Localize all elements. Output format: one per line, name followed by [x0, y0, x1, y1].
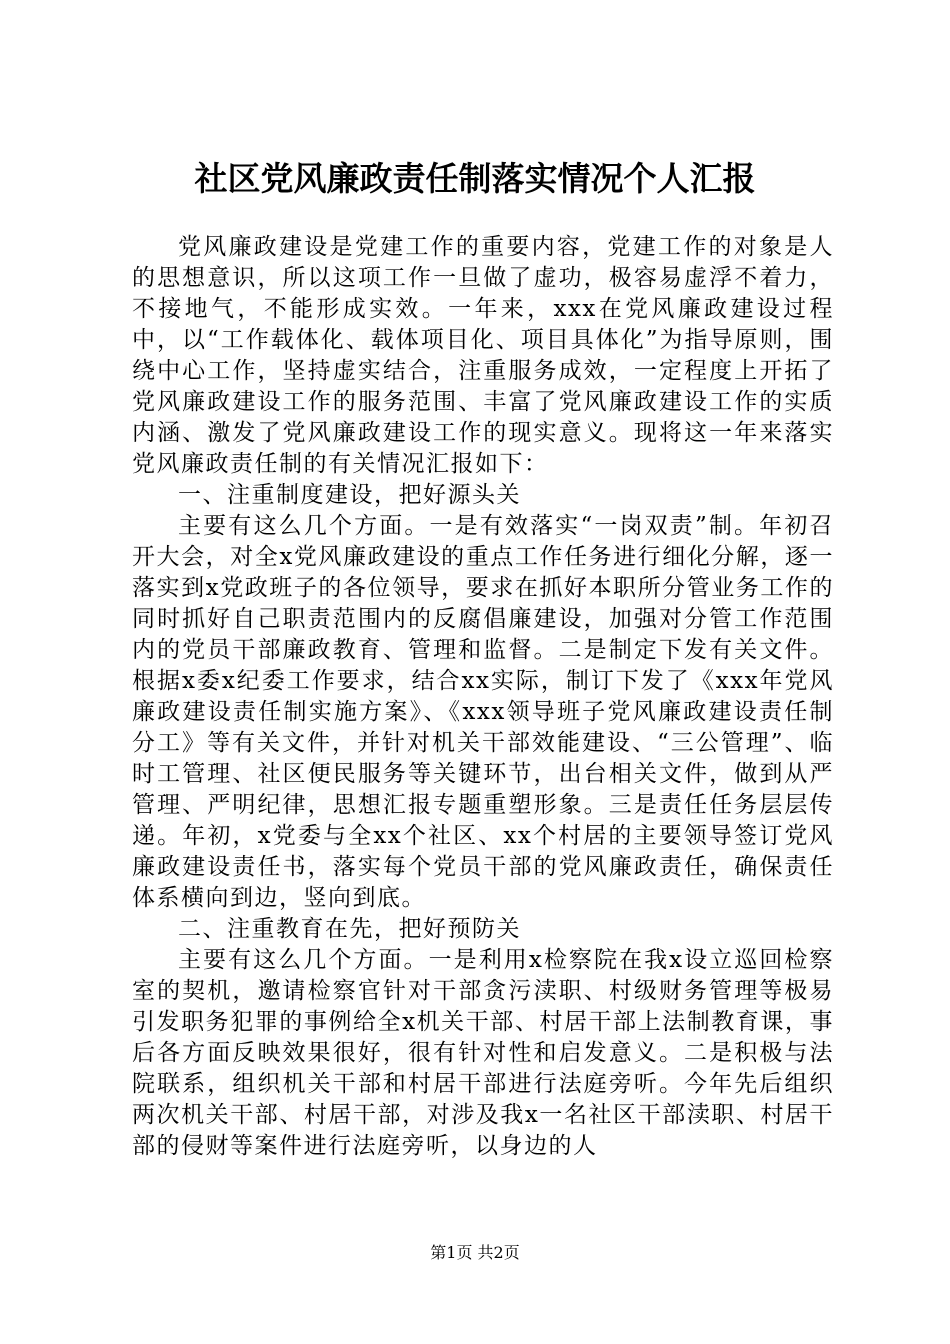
section-1-paragraph: 主要有这么几个方面。一是有效落实“一岗双责”制。年初召开大会，对全x党风廉政建设的重点工作任务进行细化分解，逐一落实到x党政班子的各位领导，要求在抓好本职所分管业务工作的同时抓好自己职责范围内的反腐倡廉建设，加强对分管工作范围内的党员干部廉政教育、管理和监督。二是制定下发有关文件。根据x委x纪委工作要求，结合xx实际，制订下发了《xxx年党风廉政建设责任制实施方案》、《xxx领导班子党风廉政建设责任制分工》等有关文件，并针对机关干部效能建设、“三公管理”、临时工管理、社区便民服务等关键环节，出台相关文件，做到从严管理、严明纪律，思想汇报专题重塑形象。三是责任任务层层传递。年初，x党委与全xx个社区、xx个村居的主要领导签订党风廉政建设责任书，落实每个党员干部的党风廉政责任，确保责任体系横向到边，竖向到底。	[132, 513, 834, 911]
page-footer: 第1页 共2页	[430, 1243, 520, 1262]
section-heading-2: 二、注重教育在先，把好预防关	[178, 916, 521, 942]
page-title: 社区党风廉政责任制落实情况个人汇报	[194, 159, 756, 198]
intro-paragraph: 党风廉政建设是党建工作的重要内容，党建工作的对象是人的思想意识，所以这项工作一旦做了虚功，极容易虚浮不着力，不接地气，不能形成实效。一年来，xxx在党风廉政建设过程中，以“工作载体化、载体项目化、项目具体化”为指导原则，围绕中心工作，坚持虚实结合，注重服务成效，一定程度上开拓了党风廉政建设工作的服务范围、丰富了党风廉政建设工作的实质内涵、激发了党风廉政建设工作的现实意义。现将这一年来落实党风廉政责任制的有关情况汇报如下：	[132, 234, 834, 477]
section-heading-1: 一、注重制度建设，把好源头关	[178, 482, 521, 508]
document-body	[132, 232, 834, 1162]
section-2-paragraph: 主要有这么几个方面。一是利用x检察院在我x设立巡回检察室的契机，邀请检察官针对干部贪污渎职、村级财务管理等极易引发职务犯罪的事例给全x机关干部、村居干部上法制教育课，事后各方面反映效果很好，很有针对性和启发意义。二是积极与法院联系，组织机关干部和村居干部进行法庭旁听。今年先后组织两次机关干部、村居干部，对涉及我x一名社区干部渎职、村居干部的侵财等案件进行法庭旁听，以身边的人	[132, 947, 834, 1159]
